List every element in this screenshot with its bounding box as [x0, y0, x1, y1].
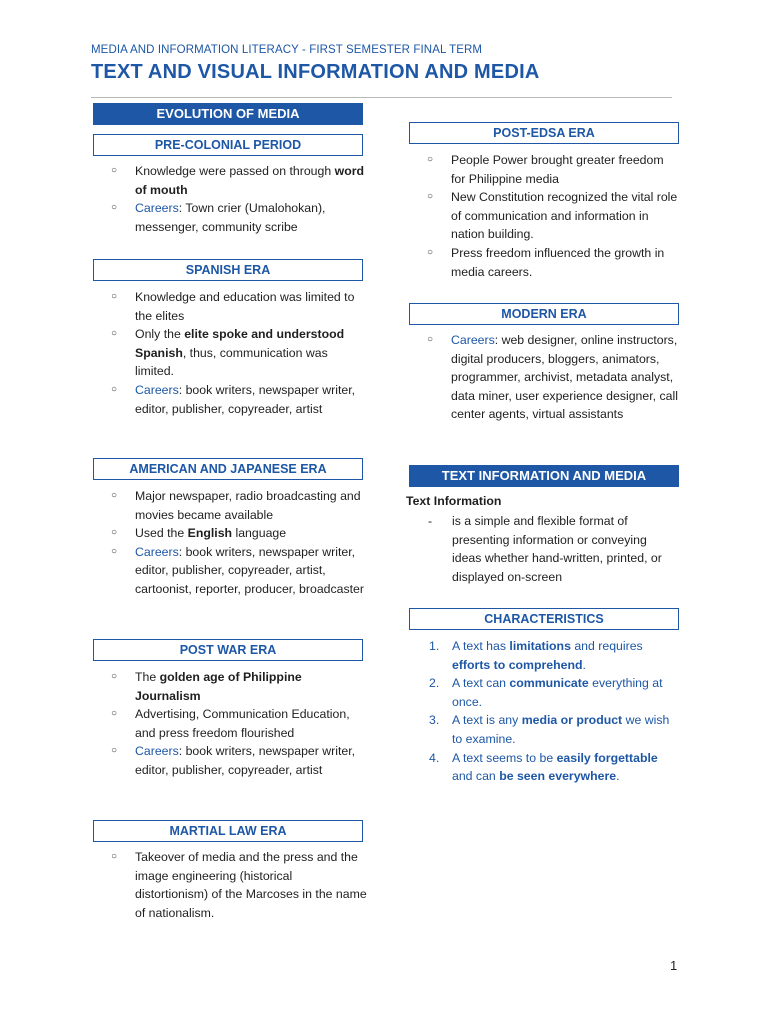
martial-law-era-heading: MARTIAL LAW ERA — [93, 820, 363, 842]
list-item: ○ Knowledge were passed on through word of mouth — [111, 164, 365, 197]
bullet-icon: ○ — [111, 527, 118, 539]
precolonial-list — [93, 162, 368, 236]
american-japanese-era-list — [93, 487, 368, 599]
american-japanese-era-heading: AMERICAN AND JAPANESE ERA — [93, 458, 363, 480]
spanish-era-heading: SPANISH ERA — [93, 259, 363, 281]
list-item: ○ Only the elite spoke and understood Spanish, thus, communication was limited. — [111, 327, 345, 379]
modern-era-list — [409, 331, 681, 424]
list-item: ○ Takeover of media and the press and the image engineering (historical distortionism) of the Marcoses in the name of nationalism. — [111, 850, 367, 920]
list-item: 4. A text seems to be easily forgettable and can be seen everywhere. — [429, 750, 658, 784]
list-item: ○ Press freedom influenced the growth in media careers. — [427, 245, 665, 279]
list-item: ○ New Constitution recognized the vital role of communication and information in nation building. — [427, 190, 678, 242]
post-edsa-era-list — [409, 151, 681, 281]
bullet-icon: ○ — [111, 383, 118, 395]
post-edsa-era-heading: POST-EDSA ERA — [409, 122, 679, 144]
list-item: ○ Careers: book writers, newspaper writer, editor, publisher, copyreader, artist — [111, 744, 356, 777]
title-divider — [91, 97, 672, 98]
list-item: ○ The golden age of Philippine Journalism — [111, 670, 302, 703]
text-information-and-media-heading: TEXT INFORMATION AND MEDIA — [409, 465, 679, 487]
bullet-icon: ○ — [111, 851, 118, 862]
text-information-definition — [406, 512, 676, 586]
definition-text: is a simple and flexible format of presenting information or conveying ideas whether hand-written, printed, or displayed on-screen — [452, 514, 662, 584]
list-item: ○ Advertising, Communication Education, and press freedom flourished — [111, 707, 350, 740]
bullet-icon: ○ — [111, 202, 118, 214]
list-item: ○ Careers: book writers, newspaper writer, editor, publisher, copyreader, artist, cartoonist, reporter, producer, broadcaster — [111, 544, 364, 596]
document-subtitle: MEDIA AND INFORMATION LITERACY - FIRST SEMESTER FINAL TERM — [91, 44, 483, 56]
dash-marker: - — [428, 514, 433, 528]
bullet-icon: ○ — [427, 246, 434, 258]
text-information-label: Text Information — [406, 494, 502, 508]
bullet-icon: ○ — [111, 165, 118, 176]
modern-era-heading: MODERN ERA — [409, 303, 679, 325]
characteristics-heading: CHARACTERISTICS — [409, 608, 679, 630]
bullet-icon: ○ — [427, 154, 434, 165]
bullet-icon: ○ — [427, 191, 434, 203]
spanish-era-list — [93, 288, 368, 418]
list-item: 3. A text is any media or product we wish to examine. — [429, 713, 670, 746]
bullet-icon: ○ — [111, 291, 118, 302]
bullet-icon: ○ — [111, 490, 118, 501]
page-number: 1 — [670, 958, 678, 973]
post-war-era-heading: POST WAR ERA — [93, 639, 363, 661]
document-title: TEXT AND VISUAL INFORMATION AND MEDIA — [91, 61, 540, 83]
list-item: ○ Used the English language — [93, 524, 368, 543]
martial-law-era-list — [93, 848, 368, 922]
bullet-icon: ○ — [427, 334, 434, 345]
post-war-era-list — [93, 668, 368, 780]
bullet-icon: ○ — [111, 545, 118, 557]
bullet-icon: ○ — [111, 708, 118, 720]
list-item: 2. A text can communicate everything at once. — [429, 676, 663, 709]
list-item: ○ Major newspaper, radio broadcasting and movies became available — [111, 489, 361, 522]
evolution-of-media-heading: EVOLUTION OF MEDIA — [93, 103, 363, 125]
bullet-icon: ○ — [111, 745, 118, 757]
characteristics-list — [409, 637, 681, 786]
list-item: ○ Careers: web designer, online instructors, digital producers, bloggers, animators, programmer, archivist, metadata analyst, data miner, user experience designer, call center agents, virtual assistants — [427, 333, 678, 422]
list-item: ○ People Power brought greater freedom for Philippine media — [427, 153, 664, 186]
list-item: ○ Knowledge and education was limited to the elites — [111, 290, 355, 323]
list-item: ○ Careers: book writers, newspaper writer, editor, publisher, copyreader, artist — [111, 382, 356, 416]
list-item: ○ Careers: Town crier (Umalohokan), messenger, community scribe — [111, 201, 326, 234]
bullet-icon: ○ — [111, 671, 118, 682]
list-item: 1. A text has limitations and requires efforts to comprehend. — [429, 639, 643, 672]
precolonial-heading: PRE-COLONIAL PERIOD — [93, 134, 363, 156]
bullet-icon: ○ — [111, 328, 118, 340]
